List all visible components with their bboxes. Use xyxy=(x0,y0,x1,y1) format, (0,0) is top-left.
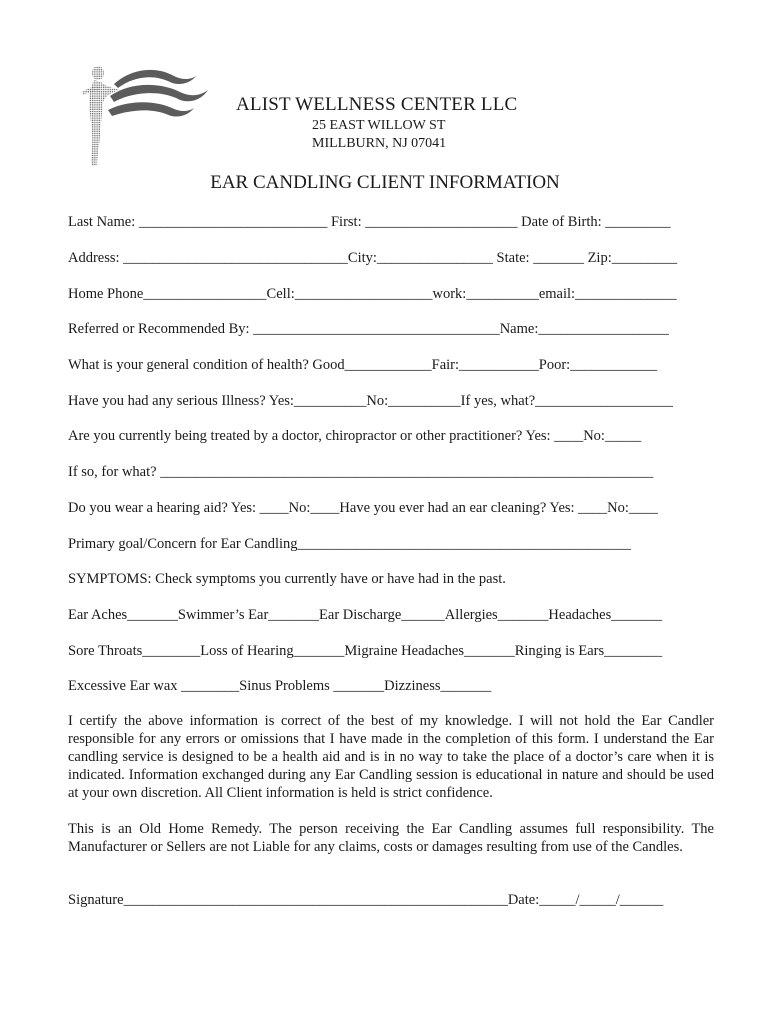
org-name: ALIST WELLNESS CENTER LLC xyxy=(236,94,518,115)
disclaimer-paragraph: This is an Old Home Remedy. The person receiving the Ear Candling assumes full responsibility. The Manufacturer or Sellers are not Liable for any claims, costs or damages resulting from use of the Candles. xyxy=(68,821,714,855)
primary-goal-line[interactable]: Primary goal/Concern for Ear Candling______________________________________________ xyxy=(68,536,632,552)
address-line-1: 25 EAST WILLOW ST xyxy=(312,118,446,133)
treatment-for-line[interactable]: If so, for what? ____________________________________________________________________ xyxy=(68,464,654,480)
symptoms-heading: SYMPTOMS: Check symptoms you currently have or have had in the past. xyxy=(68,571,506,587)
form-title: EAR CANDLING CLIENT INFORMATION xyxy=(210,172,560,193)
health-condition-line[interactable]: What is your general condition of health? Good____________Fair:___________Poor:____________ xyxy=(68,357,658,373)
hearing-aid-line[interactable]: Do you wear a hearing aid? Yes: ____No:____Have you ever had an ear cleaning? Yes: ____No:____ xyxy=(68,500,658,516)
address-line[interactable]: Address: _______________________________City:________________ State: _______ Zip:_________ xyxy=(68,250,677,266)
figure-with-flowing-ribbons-logo xyxy=(74,62,214,172)
symptoms-row-2[interactable]: Sore Throats________Loss of Hearing_______Migraine Headaches_______Ringing is Ears________ xyxy=(68,643,663,659)
referral-line[interactable]: Referred or Recommended By: __________________________________Name:__________________ xyxy=(68,321,669,337)
doctor-treatment-line[interactable]: Are you currently being treated by a doctor, chiropractor or other practitioner? Yes: ____No:_____ xyxy=(68,428,642,444)
certification-paragraph: I certify the above information is correct of the best of my knowledge. I will not hold the Ear Candler responsible for any errors or omissions that I have made in the completion of this form. I understand the Ear candling service is designed to be a health aid and is in no way to take the place of a doctor’s care when it is indicated. Information exchanged during any Ear Candling session is educational in nature and should be used at your own discretion. All Client information is held is strict confidence. xyxy=(68,713,714,801)
address-line-2: MILLBURN, NJ 07041 xyxy=(312,136,447,151)
serious-illness-line[interactable]: Have you had any serious Illness? Yes:__________No:__________If yes, what?___________________ xyxy=(68,393,673,409)
signature-date-line[interactable]: Signature_____________________________________________________Date:_____/_____/______ xyxy=(68,892,664,908)
name-dob-line[interactable]: Last Name: __________________________ First: _____________________ Date of Birth: _________ xyxy=(68,214,671,230)
phone-email-line[interactable]: Home Phone_________________Cell:___________________work:__________email:______________ xyxy=(68,286,677,302)
symptoms-row-3[interactable]: Excessive Ear wax ________Sinus Problems _______Dizziness_______ xyxy=(68,678,492,694)
symptoms-row-1[interactable]: Ear Aches_______Swimmer’s Ear_______Ear Discharge______Allergies_______Headaches_______ xyxy=(68,607,662,623)
